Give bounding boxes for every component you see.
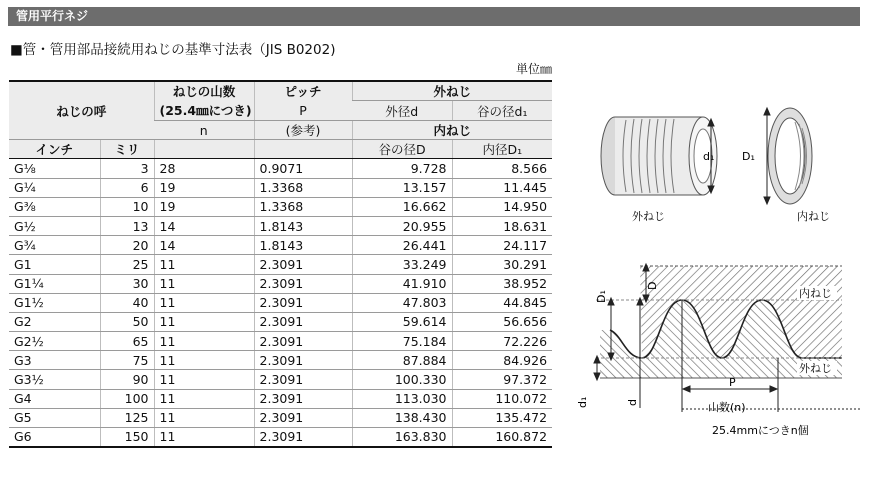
cell-mm: 65 [100,332,154,351]
cell-d1: 44.845 [452,293,552,312]
cell-d: 41.910 [352,274,452,293]
cell-inch: G6 [9,428,100,447]
cell-inch: G5 [9,408,100,427]
header-inner-dia-D1: 内径D₁ [452,140,552,159]
cell-d: 26.441 [352,236,452,255]
section-title: 管用平行ネジ [16,9,89,23]
cell-d1: 97.372 [452,370,552,389]
cell-d1: 8.566 [452,159,552,178]
cell-n: 11 [154,293,254,312]
cell-pitch: 2.3091 [254,389,352,408]
cell-d1: 24.117 [452,236,552,255]
cell-pitch: 1.3368 [254,197,352,216]
header-milli: ミリ [100,140,154,159]
cell-mm: 75 [100,351,154,370]
header-thread-count-line2: (25.4㎜につき) [159,103,252,118]
profile-label-external: 外ねじ [799,362,832,375]
profile-label-per-inch: 25.4mmにつきn個 [712,424,809,437]
header-pitch-label: ピッチ [284,84,322,99]
cell-d1: 38.952 [452,274,552,293]
cell-pitch: 1.3368 [254,178,352,197]
cell-inch: G¾ [9,236,100,255]
cell-mm: 10 [100,197,154,216]
header-pitch-note: (参考) [254,121,352,140]
cell-n: 14 [154,216,254,235]
cell-mm: 3 [100,159,154,178]
profile-label-P: P [729,376,736,389]
cell-pitch: 2.3091 [254,293,352,312]
profile-label-d: d [626,399,639,406]
cell-inch: G3½ [9,370,100,389]
cell-pitch: 2.3091 [254,428,352,447]
cell-d1: 160.872 [452,428,552,447]
cell-pitch: 2.3091 [254,255,352,274]
cell-d1: 18.631 [452,216,552,235]
cell-d: 20.955 [352,216,452,235]
cell-d1: 30.291 [452,255,552,274]
cell-mm: 13 [100,216,154,235]
top-label-internal: 内ねじ [797,210,830,223]
cell-inch: G⅜ [9,197,100,216]
cell-d1: 11.445 [452,178,552,197]
cell-mm: 125 [100,408,154,427]
cell-n: 11 [154,255,254,274]
cell-inch: G1¼ [9,274,100,293]
header-thread-count-symbol: n [154,121,254,140]
top-label-D1: D₁ [742,150,755,163]
cell-mm: 30 [100,274,154,293]
cell-d: 163.830 [352,428,452,447]
cell-n: 11 [154,370,254,389]
cell-d: 16.662 [352,197,452,216]
cell-pitch: 2.3091 [254,370,352,389]
cell-d: 33.249 [352,255,452,274]
cell-inch: G¼ [9,178,100,197]
header-root-dia-D: 谷の径D [352,140,452,159]
cell-d1: 84.926 [452,351,552,370]
header-outer-dia-d: 外径d [352,101,452,121]
cell-d: 138.430 [352,408,452,427]
cell-d: 75.184 [352,332,452,351]
cell-inch: G4 [9,389,100,408]
cell-d1: 110.072 [452,389,552,408]
profile-label-d1: d₁ [576,396,589,408]
cell-mm: 150 [100,428,154,447]
header-internal-thread: 内ねじ [352,121,552,140]
cell-n: 19 [154,178,254,197]
cell-inch: G2 [9,312,100,331]
unit-note: 単位㎜ [515,62,552,76]
cell-d1: 72.226 [452,332,552,351]
cell-inch: G1 [9,255,100,274]
top-label-external: 外ねじ [632,210,665,223]
cell-d: 59.614 [352,312,452,331]
cell-inch: G2½ [9,332,100,351]
profile-label-D1: D₁ [595,290,608,303]
profile-label-D: D [646,281,659,290]
external-thread-pipe-illustration [601,117,717,195]
cell-mm: 100 [100,389,154,408]
cell-mm: 6 [100,178,154,197]
cell-d: 87.884 [352,351,452,370]
cell-pitch: 2.3091 [254,351,352,370]
cell-pitch: 2.3091 [254,332,352,351]
cell-inch: G1½ [9,293,100,312]
cell-pitch: 2.3091 [254,312,352,331]
cell-n: 11 [154,312,254,331]
top-label-d1: d₁ [703,150,715,163]
cell-pitch: 1.8143 [254,216,352,235]
cell-d: 9.728 [352,159,452,178]
cell-d: 113.030 [352,389,452,408]
profile-label-threads: 山数(n) [708,401,746,414]
cell-n: 11 [154,389,254,408]
cell-n: 11 [154,332,254,351]
header-pitch-symbol: P [299,103,307,118]
header-inch: インチ [9,140,100,159]
header-thread-count-line1: ねじの山数 [172,84,236,99]
cell-mm: 25 [100,255,154,274]
cell-inch: G3 [9,351,100,370]
cell-mm: 40 [100,293,154,312]
cell-n: 19 [154,197,254,216]
cell-inch: G½ [9,216,100,235]
cell-d: 100.330 [352,370,452,389]
cell-n: 28 [154,159,254,178]
cell-mm: 20 [100,236,154,255]
header-root-dia-d1: 谷の径d₁ [452,101,552,121]
cell-n: 11 [154,408,254,427]
cell-pitch: 1.8143 [254,236,352,255]
cell-n: 14 [154,236,254,255]
document-title: ■管・管用部品接続用ねじの基準寸法表（JIS B0202) [10,42,336,58]
cell-n: 11 [154,274,254,293]
cell-pitch: 2.3091 [254,274,352,293]
cell-n: 11 [154,351,254,370]
cell-d1: 56.656 [452,312,552,331]
cell-d1: 14.950 [452,197,552,216]
cell-pitch: 2.3091 [254,408,352,427]
cell-d: 13.157 [352,178,452,197]
profile-label-internal: 内ねじ [799,287,832,300]
cell-pitch: 0.9071 [254,159,352,178]
cell-d: 47.803 [352,293,452,312]
header-nominal: ねじの呼 [9,81,154,140]
header-external-thread: 外ねじ [352,81,552,101]
cell-mm: 90 [100,370,154,389]
cell-n: 11 [154,428,254,447]
internal-thread-pipe-illustration [768,108,812,204]
cell-d1: 135.472 [452,408,552,427]
cell-inch: G⅛ [9,159,100,178]
cell-mm: 50 [100,312,154,331]
